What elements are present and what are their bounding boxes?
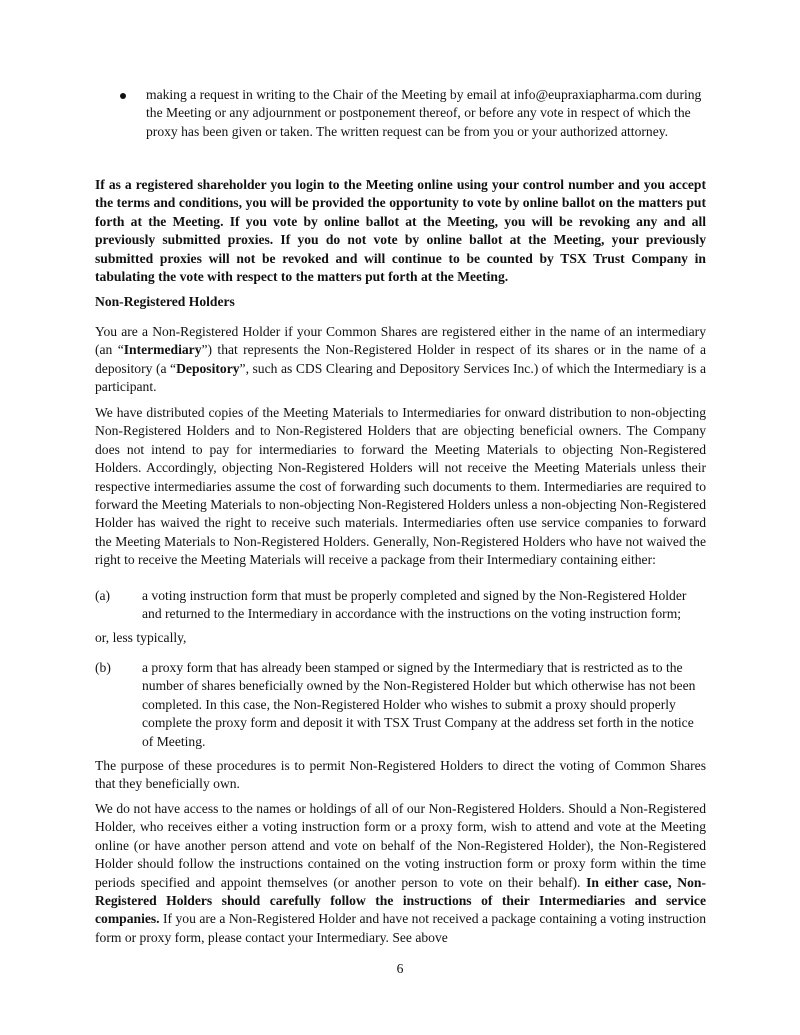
item-b-label: (b) [95,660,111,675]
para4-text-c: If you are a Non-Registered Holder and have not received a package containing a voting instruction form or proxy form, please contact your Intermediary. See above [95,911,706,945]
para1-text-e: ”, such as CDS Clearing and Depository Services Inc.) of which the Intermediary is a participant. [95,360,707,395]
item-a-label: (a) [95,588,111,603]
or-less-typically: or, less typically, [95,630,187,645]
bullet-dot-icon [120,93,126,99]
paragraph-purpose: The purpose of these procedures is to permit Non-Registered Holders to direct the voting of Common Shares that they beneficially own. [95,758,706,792]
para4-text-a: We do not have access to the names or holdings of all of our Non-Registered Holders. Should a Non-Registered Holder, who receives either a voting instruction form or a proxy form, wish to attend and vote at the Meeting online (or have another person attend and vote on behalf of the Non-Registered Holder), the Non-Registered Holder should follow the instructions contained on the voting instruction form or proxy form within the time periods specified and appoint themselves (or another person to vote on their behalf). [95,801,706,890]
bullet-item: making a request in writing to the Chair of the Meeting by email at info@eupraxiapharma.com during the Meeting or any adjournment or postponement thereof, or before any vote in respect of which the proxy has been given or taken. The written request can be from you or your authorized attorney. [146,87,702,139]
para1-text-a: You are a Non-Registered Holder if your Common Shares are registered either in the name of an intermediary (an “ [95,324,706,358]
page-number: 6 [396,961,404,976]
item-b-text: a proxy form that has already been stamped or signed by the Intermediary that is restricted as to the number of shares beneficially owned by the Non-Registered Holder but which otherwise has not been completed. In this case, the Non-Registered Holder who wishes to submit a proxy should properly complete the proxy form and deposit it with TSX Trust Company at the address set forth in the notice of Meeting. [142,660,696,749]
para4-bold-instruction: In either case, Non-Registered Holders should carefully follow the instructions of their Intermediaries and service companies. [95,874,706,927]
section-heading: Non-Registered Holders [95,294,235,309]
para1-text-c: ”) that represents the Non-Registered Holder in respect of its shares or in the name of a depository (a “ [95,342,706,376]
term-intermediary: Intermediary [123,342,202,358]
term-depository: Depository [176,360,240,376]
paragraph-access [95,800,706,947]
bold-voting-paragraph: If as a registered shareholder you login to the Meeting online using your control number and you accept the terms and conditions, you will be provided the opportunity to vote by online ballot on the matters put forth at the Meeting. If you vote by online ballot at the Meeting, you will be revoking any and all previously submitted proxies. If you do not vote by online ballot at the Meeting, your previously submitted proxies will not be revoked and will continue to be counted by TSX Trust Company in tabulating the vote with respect to the matters put forth at the Meeting. [95,177,706,285]
paragraph-distribution: We have distributed copies of the Meeting Materials to Intermediaries for onward distribution to non-objecting Non-Registered Holders and to Non-Registered Holders that are objecting beneficial owners. The Company does not intend to pay for intermediaries to forward the Meeting Materials to objecting Non-Registered Holders. Accordingly, objecting Non-Registered Holders will not receive the Meeting Materials unless their respective intermediaries assume the cost of forwarding such documents to them. Intermediaries are required to forward the Meeting Materials to non-objecting Non-Registered Holders unless a non-objecting Non-Registered Holder has waived the right to receive such materials. Intermediaries often use service companies to forward the Meeting Materials to Non-Registered Holders. Generally, Non-Registered Holders who have not waived the right to receive the Meeting Materials will receive a package from their Intermediary containing either: [95,405,706,568]
paragraph-non-registered-definition [95,323,706,397]
item-a-text: a voting instruction form that must be properly completed and signed by the Non-Registered Holder and returned to the Intermediary in accordance with the instructions on the voting instruction form; [142,588,687,622]
